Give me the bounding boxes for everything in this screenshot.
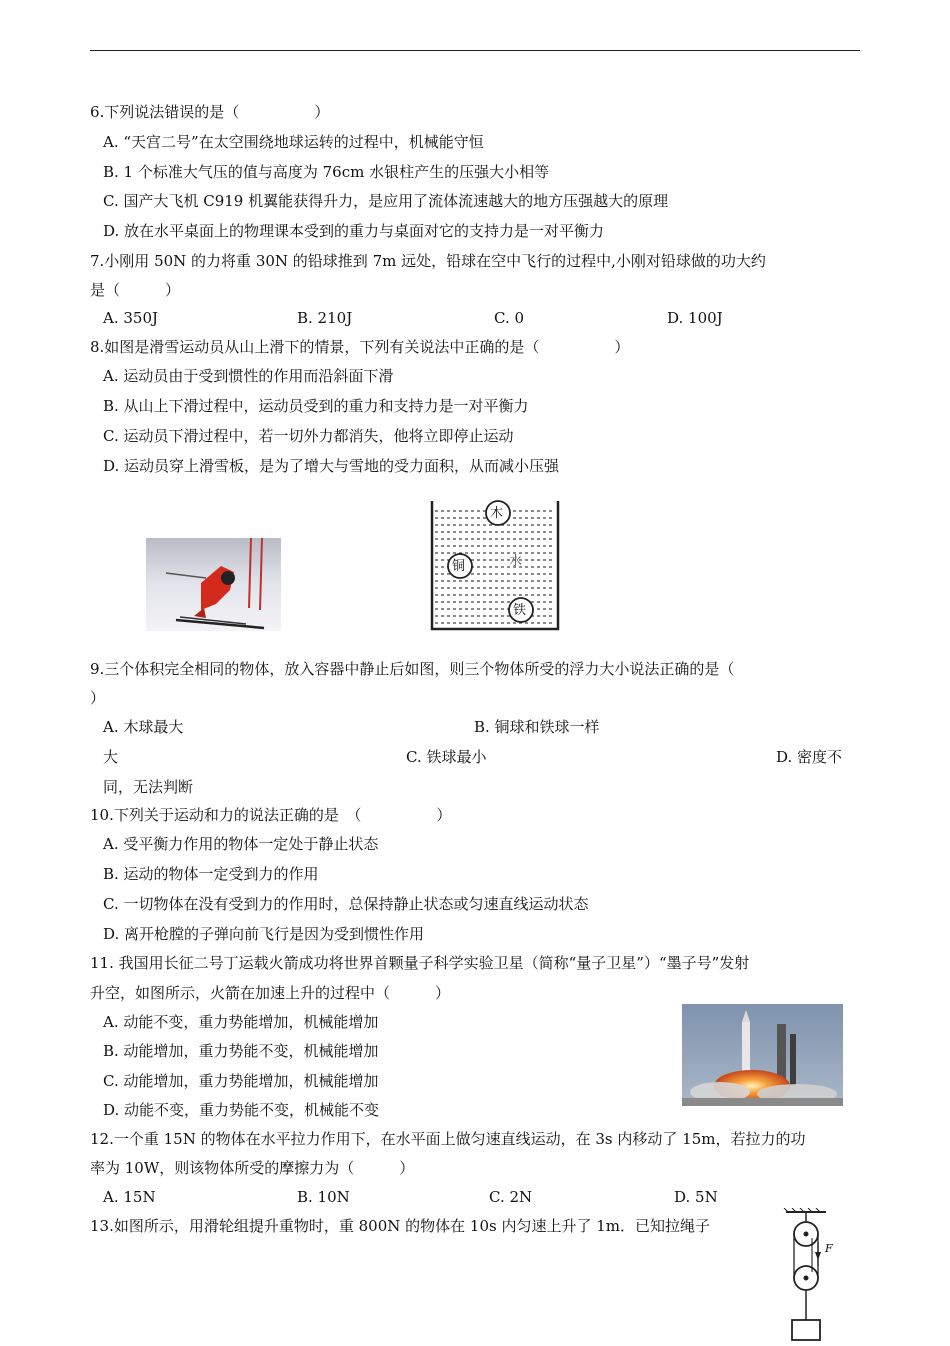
q11-stem-line2: 升空，如图所示，火箭在加速上升的过程中（ ） <box>90 984 451 1002</box>
q12-option-c: C. 2N <box>489 1188 533 1206</box>
q9-stem-line1: 9.三个体积完全相同的物体，放入容器中静止后如图，则三个物体所受的浮力大小说法正确的是（ <box>90 660 735 678</box>
skier-photo <box>146 538 281 631</box>
q9-option-d-cont: 同，无法判断 <box>103 778 194 796</box>
q11-option-b: B. 动能增加，重力势能不变，机械能增加 <box>103 1042 379 1060</box>
header-rule <box>90 50 860 51</box>
q12-stem-line2: 率为 10W，则该物体所受的摩擦力为（ ） <box>90 1159 415 1177</box>
buoyancy-container-figure <box>427 497 563 633</box>
q7-option-c: C. 0 <box>494 309 525 327</box>
q10-option-a: A. 受平衡力作用的物体一定处于静止状态 <box>103 835 379 853</box>
q7-stem-line1: 7.小刚用 50N 的力将重 30N 的铅球推到 7m 远处，铅球在空中飞行的过程中,小刚对铅球做的功大约 <box>90 252 766 270</box>
q9-stem-line2: ） <box>90 689 106 707</box>
q11-option-a: A. 动能不变，重力势能增加，机械能增加 <box>103 1013 379 1031</box>
q12-option-a: A. 15N <box>103 1188 156 1206</box>
q6-option-c: C. 国产大飞机 C919 机翼能获得升力，是应用了流体流速越大的地方压强越大的原理 <box>103 192 669 210</box>
q8-stem: 8.如图是滑雪运动员从山上滑下的情景，下列有关说法中正确的是（ ） <box>90 338 630 356</box>
q7-stem-line2: 是（ ） <box>90 281 181 299</box>
q10-option-c: C. 一切物体在没有受到力的作用时，总保持静止状态或匀速直线运动状态 <box>103 895 589 913</box>
copper-label: 铜 <box>452 559 466 574</box>
q7-option-a: A. 350J <box>103 309 159 327</box>
q8-option-a: A. 运动员由于受到惯性的作用而沿斜面下滑 <box>103 367 394 385</box>
q11-option-d: D. 动能不变，重力势能不变，机械能不变 <box>103 1101 380 1119</box>
q8-option-c: C. 运动员下滑过程中，若一切外力都消失，他将立即停止运动 <box>103 427 514 445</box>
force-label-f: F <box>825 1242 833 1255</box>
water-label: 水 <box>509 554 523 569</box>
q9-option-a: A. 木球最大 <box>103 718 184 736</box>
q8-option-b: B. 从山上下滑过程中，运动员受到的重力和支持力是一对平衡力 <box>103 397 529 415</box>
q6-option-a: A. “天宫二号”在太空围绕地球运转的过程中，机械能守恒 <box>103 133 484 151</box>
q12-option-b: B. 10N <box>297 1188 350 1206</box>
q8-option-d: D. 运动员穿上滑雪板，是为了增大与雪地的受力面积，从而减小压强 <box>103 457 560 475</box>
q6-stem: 6.下列说法错误的是（ ） <box>90 103 330 121</box>
q12-stem-line1: 12.一个重 15N 的物体在水平拉力作用下，在水平面上做匀速直线运动，在 3s 内移动了 15m，若拉力的功 <box>90 1130 806 1148</box>
rocket-launch-photo <box>682 1004 843 1106</box>
q9-option-c: C. 铁球最小 <box>406 748 487 766</box>
q9-option-d: D. 密度不 <box>776 748 843 766</box>
q10-option-b: B. 运动的物体一定受到力的作用 <box>103 865 319 883</box>
wood-label: 木 <box>490 506 504 521</box>
q13-stem: 13.如图所示，用滑轮组提升重物时，重 800N 的物体在 10s 内匀速上升了 1m．已知拉绳子 <box>90 1217 711 1235</box>
q10-stem: 10.下列关于运动和力的说法正确的是 （ ） <box>90 806 452 824</box>
q10-option-d: D. 离开枪膛的子弹向前飞行是因为受到惯性作用 <box>103 925 425 943</box>
iron-label: 铁 <box>513 603 527 618</box>
q11-option-c: C. 动能增加，重力势能增加，机械能增加 <box>103 1072 379 1090</box>
q9-option-b-cont: 大 <box>103 748 119 766</box>
q12-option-d: D. 5N <box>674 1188 718 1206</box>
q6-option-b: B. 1 个标准大气压的值与高度为 76cm 水银柱产生的压强大小相等 <box>103 163 550 181</box>
q7-option-d: D. 100J <box>667 309 723 327</box>
pulley-system-figure <box>780 1208 842 1342</box>
q9-option-b: B. 铜球和铁球一样 <box>474 718 600 736</box>
q7-option-b: B. 210J <box>297 309 353 327</box>
q11-stem-line1: 11. 我国用长征二号丁运载火箭成功将世界首颗量子科学实验卫星（简称“量子卫星”）“墨子号”发射 <box>90 954 750 972</box>
q6-option-d: D. 放在水平桌面上的物理课本受到的重力与桌面对它的支持力是一对平衡力 <box>103 222 605 240</box>
